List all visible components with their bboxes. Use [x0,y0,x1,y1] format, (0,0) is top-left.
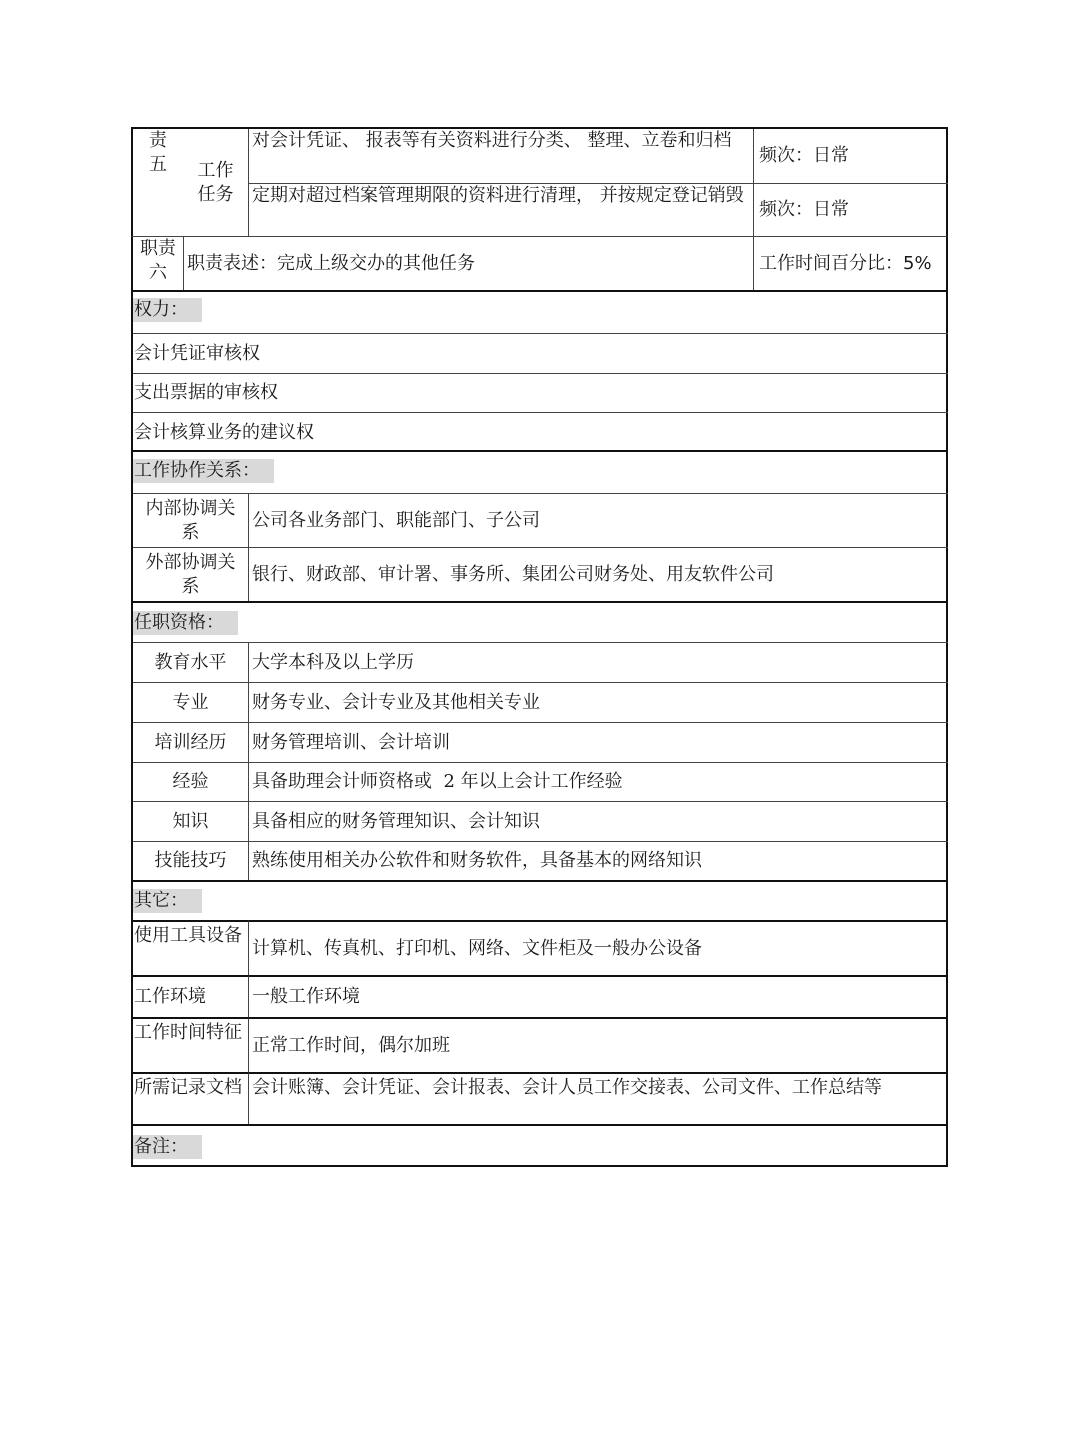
duty5-task-label: 工作 任务 [197,159,234,205]
knowledge-value: 具备相应的财务管理知识、会计知识 [248,801,948,841]
internal-relations-label: 内部协调关 系 [133,493,248,547]
authority-block [131,290,948,452]
experience-value: 具备助理会计师资格或 2 年以上会计工作经验 [248,762,948,801]
qualifications-header [133,611,948,641]
authority-item: 会计核算业务的建议权 [133,412,948,452]
duty5-block [131,127,948,236]
qualifications-title: 任职资格： [133,611,238,635]
duty6-percentage-value: 5% [903,252,932,274]
documents-label: 所需记录文档 [133,1072,248,1126]
training-label: 培训经历 [133,722,248,762]
environment-value: 一般工作环境 [248,975,948,1017]
remarks-header [133,1135,948,1165]
external-relations-label: 外部协调关 系 [133,547,248,601]
remarks-title: 备注： [133,1135,202,1159]
tools-value: 计算机、传真机、打印机、网络、文件柜及一般办公设备 [248,920,948,975]
experience-label: 经验 [133,762,248,801]
authority-item: 支出票据的审核权 [133,373,948,412]
education-label: 教育水平 [133,642,248,682]
duty6-time-percentage [753,237,948,290]
environment-label: 工作环境 [133,975,248,1017]
authority-title: 权力： [133,298,202,322]
knowledge-label: 知识 [133,801,248,841]
duty5-task-1: 对会计凭证、 报表等有关资料进行分类、 整理、立卷和归档 [248,129,753,183]
duty5-task-2: 定期对超过档案管理期限的资料进行清理， 并按规定登记销毁 [248,183,753,236]
training-value: 财务管理培训、会计培训 [248,722,948,762]
other-block [131,880,948,1126]
work-time-value: 正常工作时间，偶尔加班 [248,1017,948,1072]
major-label: 专业 [133,682,248,722]
qualifications-block [131,601,948,880]
other-header [133,889,948,919]
external-relations-value: 银行、财政部、审计署、事务所、集团公司财务处、用友软件公司 [248,547,948,601]
skills-label: 技能技巧 [133,841,248,880]
authority-item: 会计凭证审核权 [133,333,948,373]
authority-header [133,298,948,328]
duty5-label: 责 五 [149,130,167,175]
duty6-block [131,236,948,290]
relations-block [131,450,948,601]
relations-title: 工作协作关系： [133,459,274,483]
duty5-task-1-frequency: 频次：日常 [753,129,948,183]
remarks-block [131,1124,948,1167]
other-title: 其它： [133,889,202,913]
documents-value: 会计账簿、会计凭证、会计报表、会计人员工作交接表、公司文件、工作总结等 [248,1072,948,1126]
duty6-label: 职责 六 [140,238,176,283]
major-value: 财务专业、会计专业及其他相关专业 [248,682,948,722]
internal-relations-value: 公司各业务部门、职能部门、子公司 [248,493,948,547]
relations-header [133,459,948,489]
duty6-percentage-label: 工作时间百分比： [759,252,903,274]
duty5-task-2-frequency: 频次：日常 [753,183,948,236]
duty6-description: 职责表述：完成上级交办的其他任务 [183,237,753,290]
education-value: 大学本科及以上学历 [248,642,948,682]
work-time-label: 工作时间特征 [133,1017,248,1072]
skills-value: 熟练使用相关办公软件和财务软件，具备基本的网络知识 [248,841,948,880]
tools-label: 使用工具设备 [133,920,248,975]
